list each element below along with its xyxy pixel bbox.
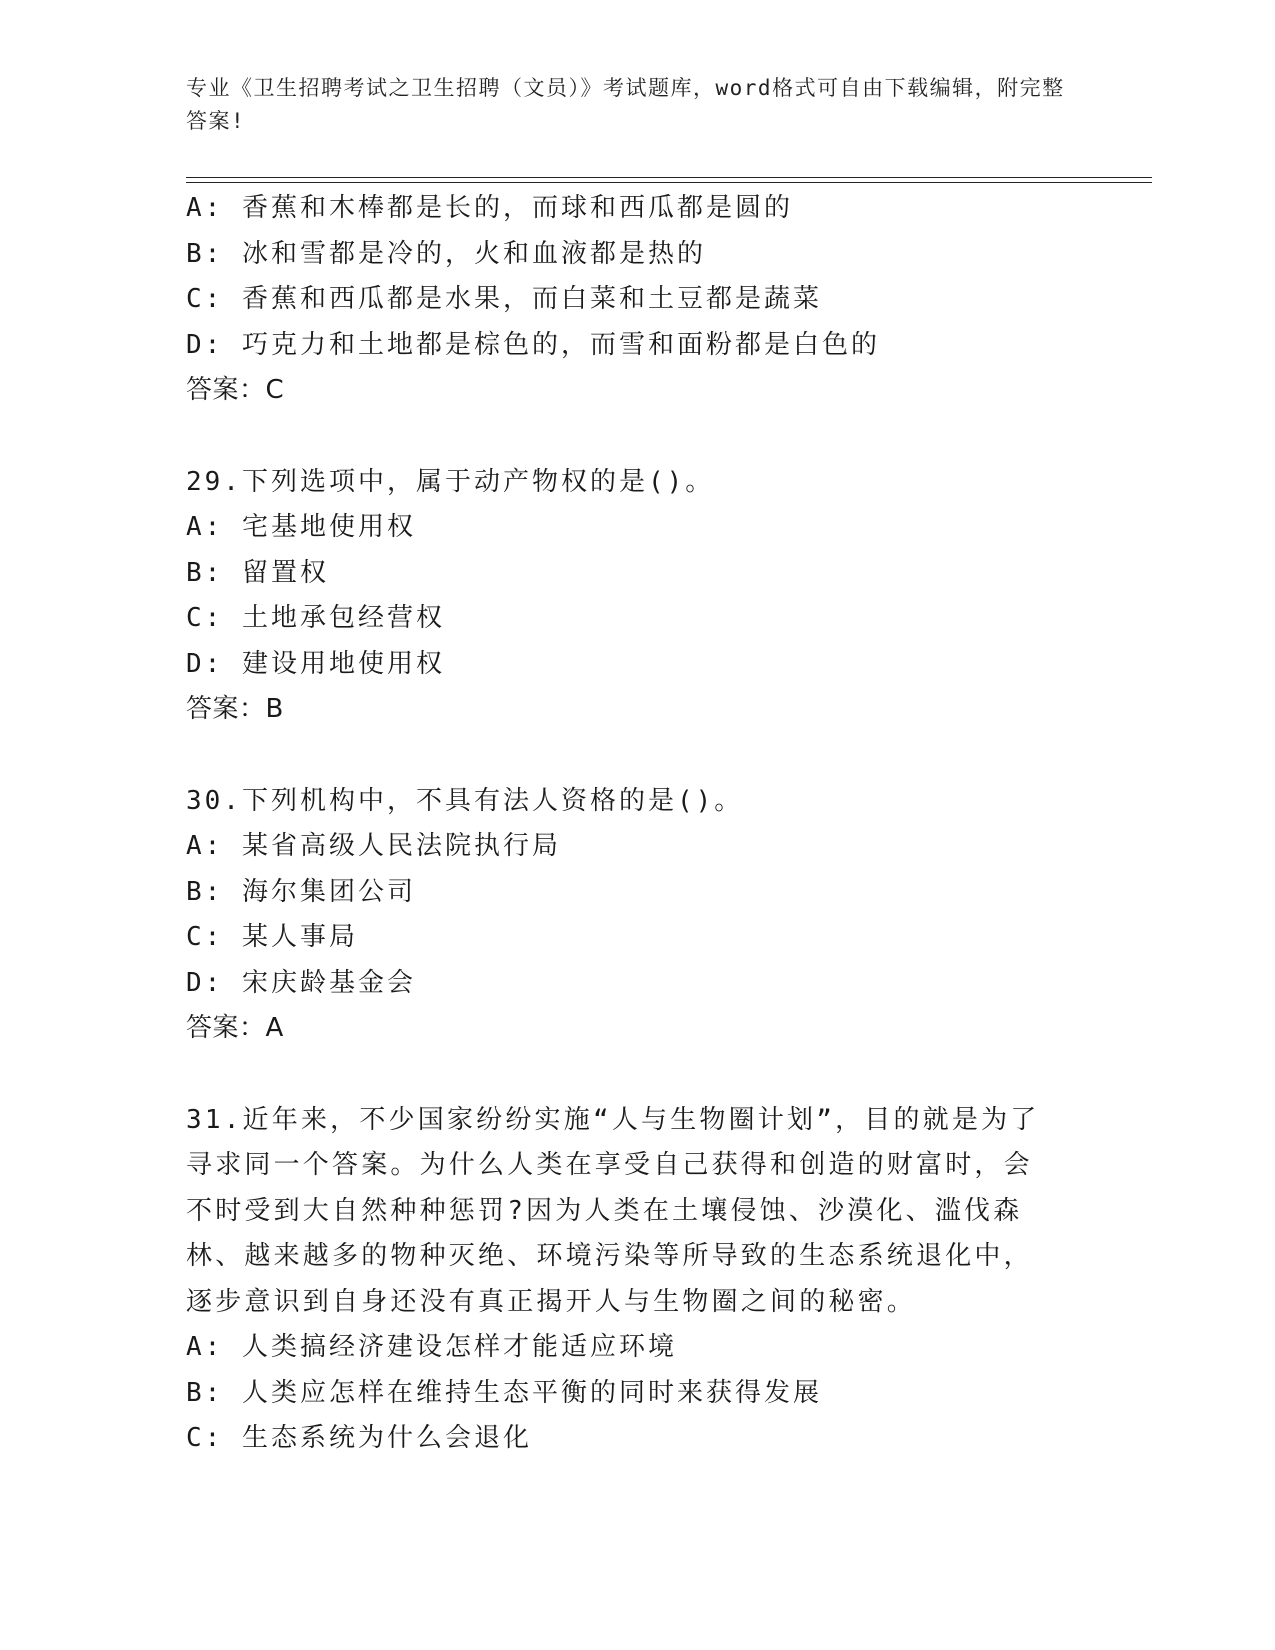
answer: 答案：C — [186, 375, 285, 405]
option-a: A: 人类搞经济建设怎样才能适应环境 — [186, 1332, 677, 1362]
question-29 — [186, 460, 1086, 733]
answer: 答案：B — [186, 694, 284, 724]
option-b: B: 冰和雪都是冷的，火和血液都是热的 — [186, 238, 706, 269]
option-b: B: 人类应怎样在维持生态平衡的同时来获得发展 — [186, 1377, 822, 1408]
option-c: C: 生态系统为什么会退化 — [186, 1423, 532, 1453]
question-28 — [186, 186, 1086, 414]
question-31 — [186, 1098, 1086, 1462]
option-d: D: 巧克力和土地都是棕色的，而雪和面粉都是白色的 — [186, 329, 880, 360]
option-a: A: 某省高级人民法院执行局 — [186, 831, 561, 861]
question-30 — [186, 779, 1086, 1052]
header-divider-top — [186, 177, 1152, 178]
option-c: C: 某人事局 — [186, 922, 358, 952]
option-c: C: 香蕉和西瓜都是水果，而白菜和土豆都是蔬菜 — [186, 284, 822, 314]
option-c: C: 土地承包经营权 — [186, 603, 445, 633]
option-b: B: 留置权 — [186, 557, 329, 588]
header-divider-bottom — [186, 182, 1152, 183]
question-text: 29.下列选项中，属于动产物权的是()。 — [186, 466, 715, 497]
option-d: D: 建设用地使用权 — [186, 648, 445, 679]
answer: 答案：A — [186, 1013, 284, 1043]
question-text: 31.近年来，不少国家纷纷实施“人与生物圈计划”，目的就是为了寻求同一个答案。为什么人类在享受自己获得和创造的财富时，会不时受到大自然种种惩罚?因为人类在土壤侵蚀、沙漠化、滥伐森林、越来越多的物种灭绝、环境污染等所导致的生态系统退化中，逐步意识到自身还没有真正揭开人与生物圈之间的秘密。 — [186, 1104, 1040, 1317]
question-text: 30.下列机构中，不具有法人资格的是()。 — [186, 785, 744, 816]
option-b: B: 海尔集团公司 — [186, 876, 416, 907]
question-list — [186, 186, 1086, 1462]
option-a: A: 香蕉和木棒都是长的，而球和西瓜都是圆的 — [186, 193, 793, 223]
option-d: D: 宋庆龄基金会 — [186, 967, 416, 998]
document-header: 专业《卫生招聘考试之卫生招聘（文员）》考试题库，word格式可自由下载编辑，附完整答案! — [186, 76, 1065, 133]
option-a: A: 宅基地使用权 — [186, 512, 416, 542]
